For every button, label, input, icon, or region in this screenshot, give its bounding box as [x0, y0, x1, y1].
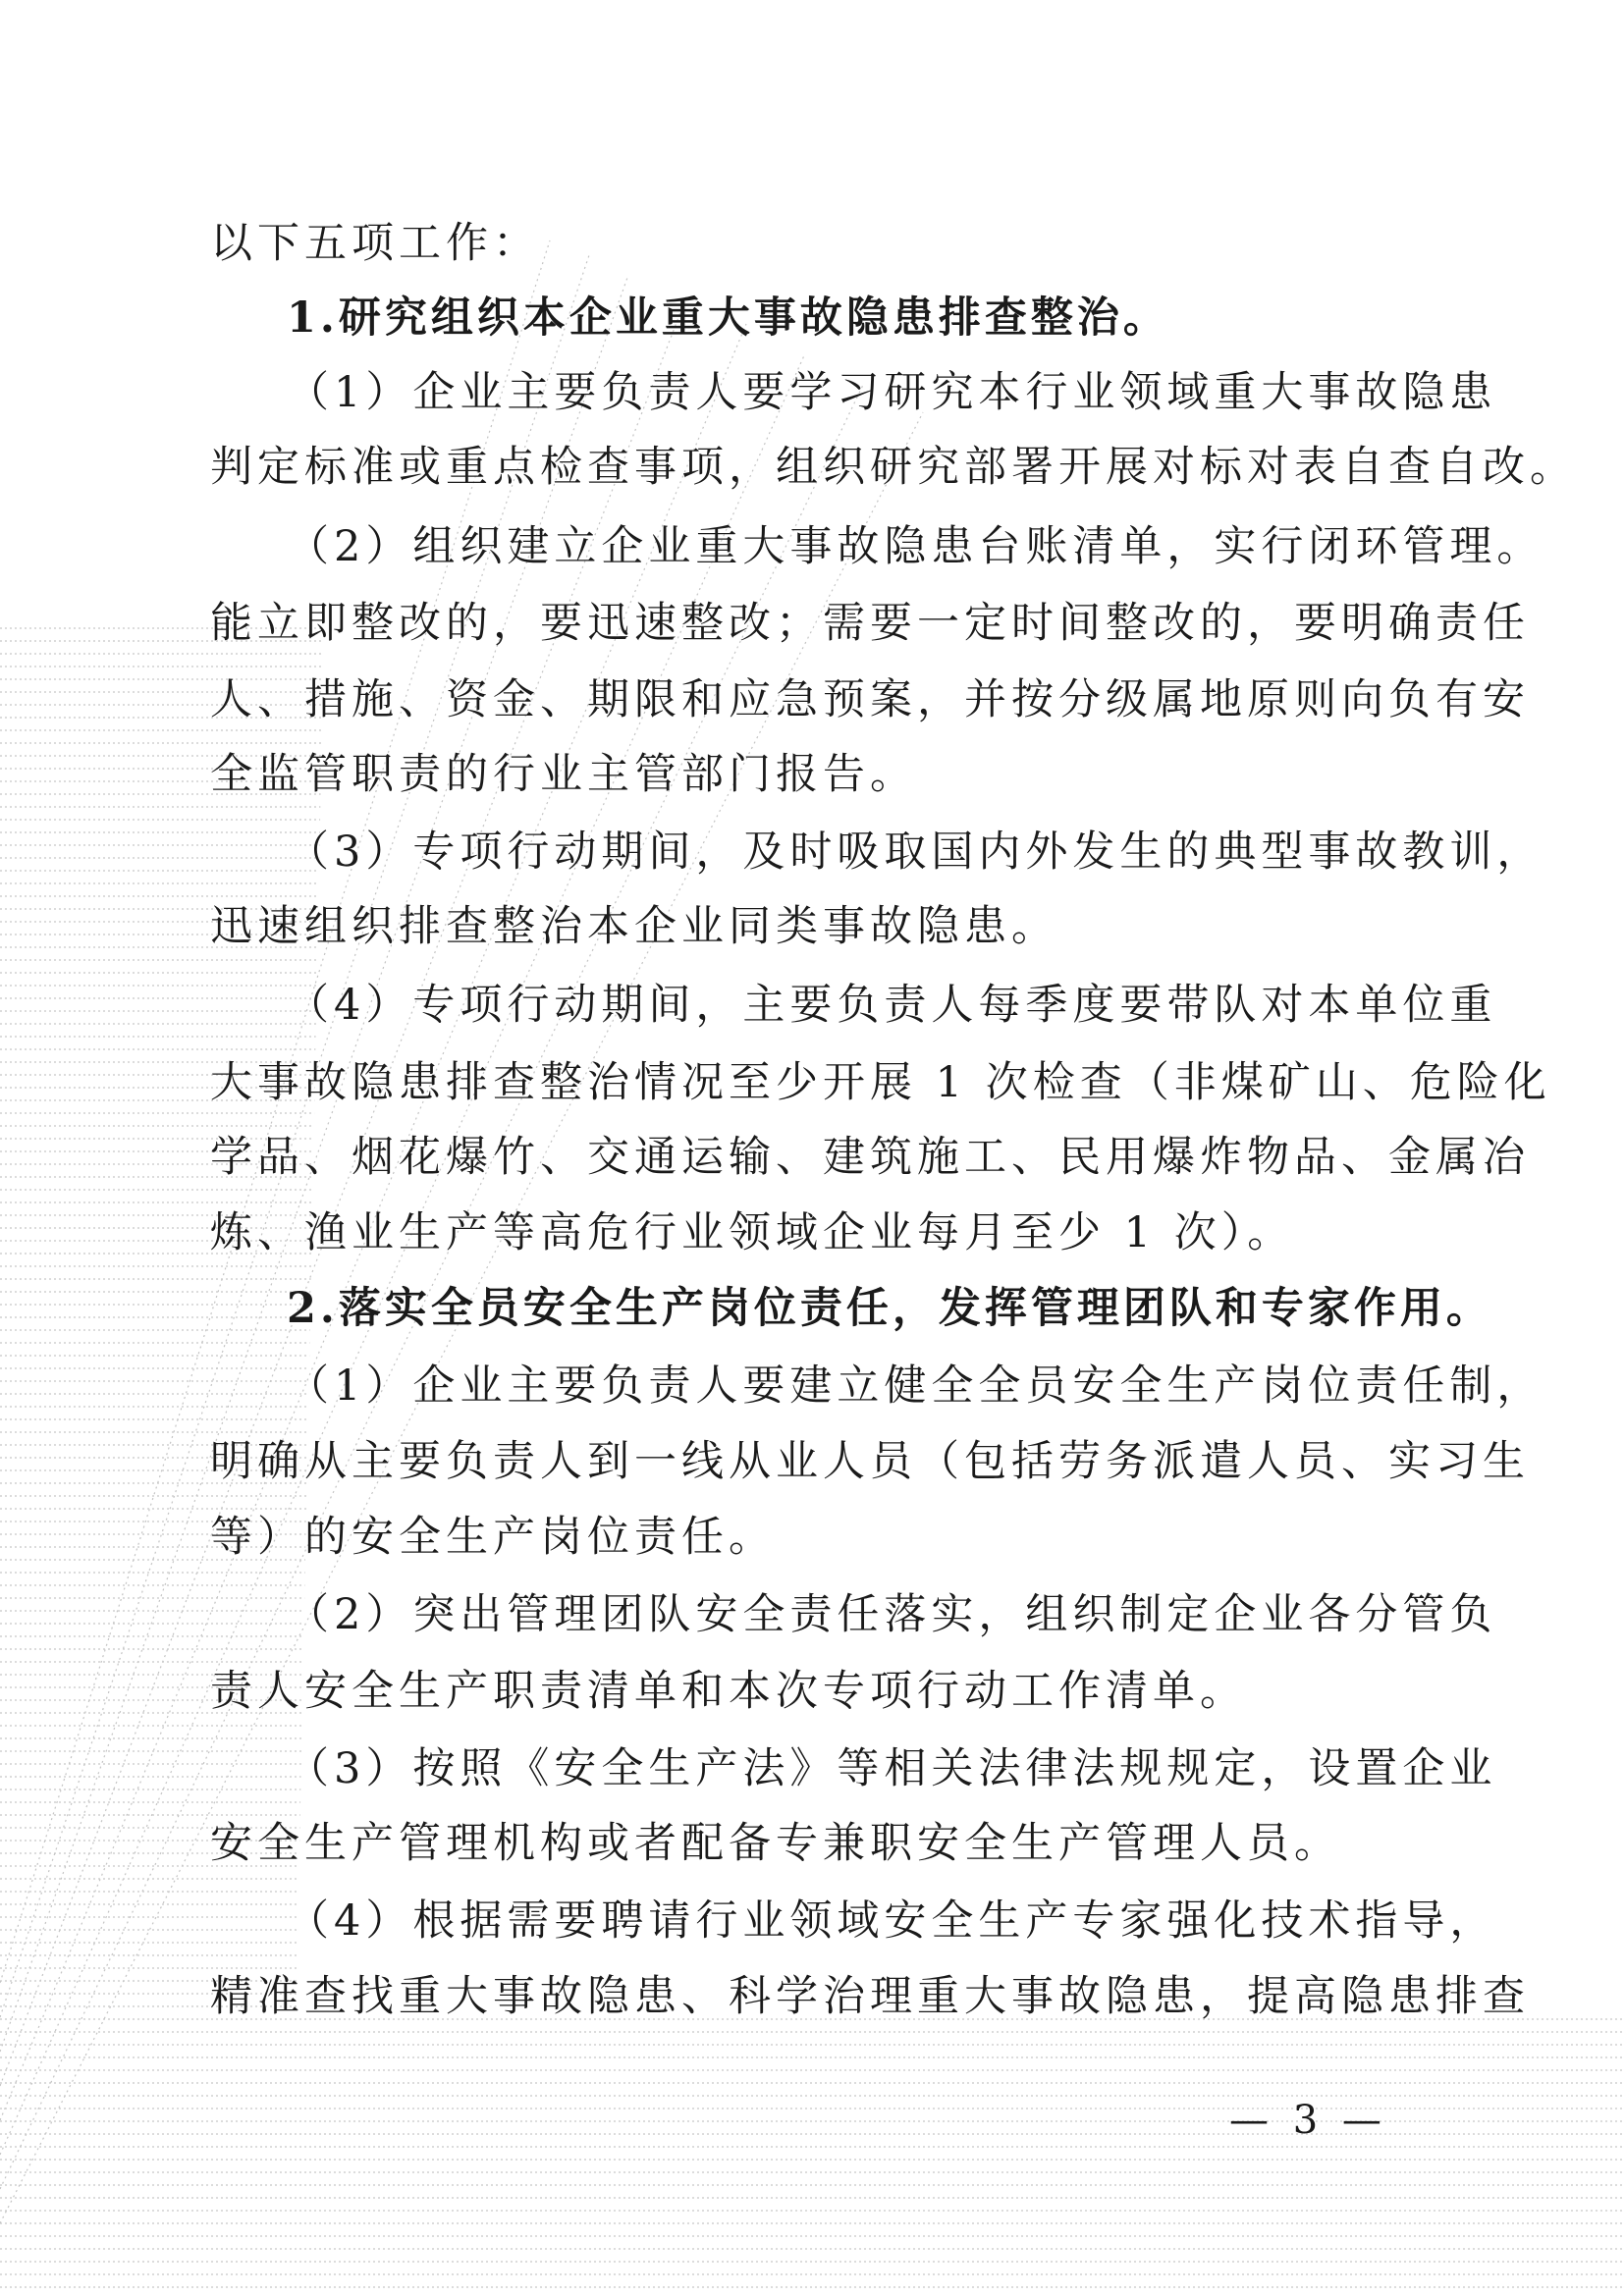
text-line-4: 判定标准或重点检查事项，组织研究部署开展对标对表自查自改。: [210, 443, 1577, 492]
text-line-6: 能立即整改的，要迅速整改；需要一定时间整改的，要明确责任: [210, 599, 1530, 648]
text-line-9: （3）专项行动期间，及时吸取国内外发生的典型事故教训，: [287, 828, 1544, 877]
text-line-24: 精准查找重大事故隐患、科学治理重大事故隐患，提高隐患排查: [210, 1972, 1530, 2021]
text-line-17: 明确从主要负责人到一线从业人员（包括劳务派遣人员、实习生: [210, 1437, 1530, 1486]
text-line-22: 安全生产管理机构或者配备专兼职安全生产管理人员。: [210, 1819, 1341, 1868]
text-line-19: （2）突出管理团队安全责任落实，组织制定企业各分管负: [287, 1590, 1497, 1639]
text-line-18: 等）的安全生产岗位责任。: [210, 1513, 776, 1562]
text-line-3: （1）企业主要负责人要学习研究本行业领域重大事故隐患: [287, 368, 1497, 417]
text-line-16: （1）企业主要负责人要建立健全全员安全生产岗位责任制，: [287, 1362, 1544, 1411]
section-heading-2: 2.落实全员安全生产岗位责任，发挥管理团队和专家作用。: [287, 1284, 1492, 1333]
section-heading-1: 1.研究组织本企业重大事故隐患排查整治。: [287, 294, 1169, 343]
text-line-13: 学品、烟花爆竹、交通运输、建筑施工、民用爆炸物品、金属冶: [210, 1133, 1530, 1182]
text-line-5: （2）组织建立企业重大事故隐患台账清单，实行闭环管理。: [287, 522, 1544, 571]
text-line-21: （3）按照《安全生产法》等相关法律法规规定，设置企业: [287, 1744, 1497, 1793]
text-line-1: 以下五项工作：: [210, 219, 540, 268]
text-line-20: 责人安全生产职责清单和本次专项行动工作清单。: [210, 1667, 1247, 1716]
text-line-12: 大事故隐患排查整治情况至少开展 1 次检查（非煤矿山、危险化: [210, 1058, 1551, 1107]
text-line-23: （4）根据需要聘请行业领域安全生产专家强化技术指导，: [287, 1896, 1497, 1946]
text-line-10: 迅速组织排查整治本企业同类事故隐患。: [210, 902, 1058, 951]
text-line-14: 炼、渔业生产等高危行业领域企业每月至少 1 次）。: [210, 1208, 1295, 1257]
text-line-7: 人、措施、资金、期限和应急预案，并按分级属地原则向负有安: [210, 675, 1530, 724]
text-line-8: 全监管职责的行业主管部门报告。: [210, 750, 917, 799]
page-number: — 3 —: [1229, 2098, 1387, 2143]
text-line-11: （4）专项行动期间，主要负责人每季度要带队对本单位重: [287, 981, 1497, 1030]
